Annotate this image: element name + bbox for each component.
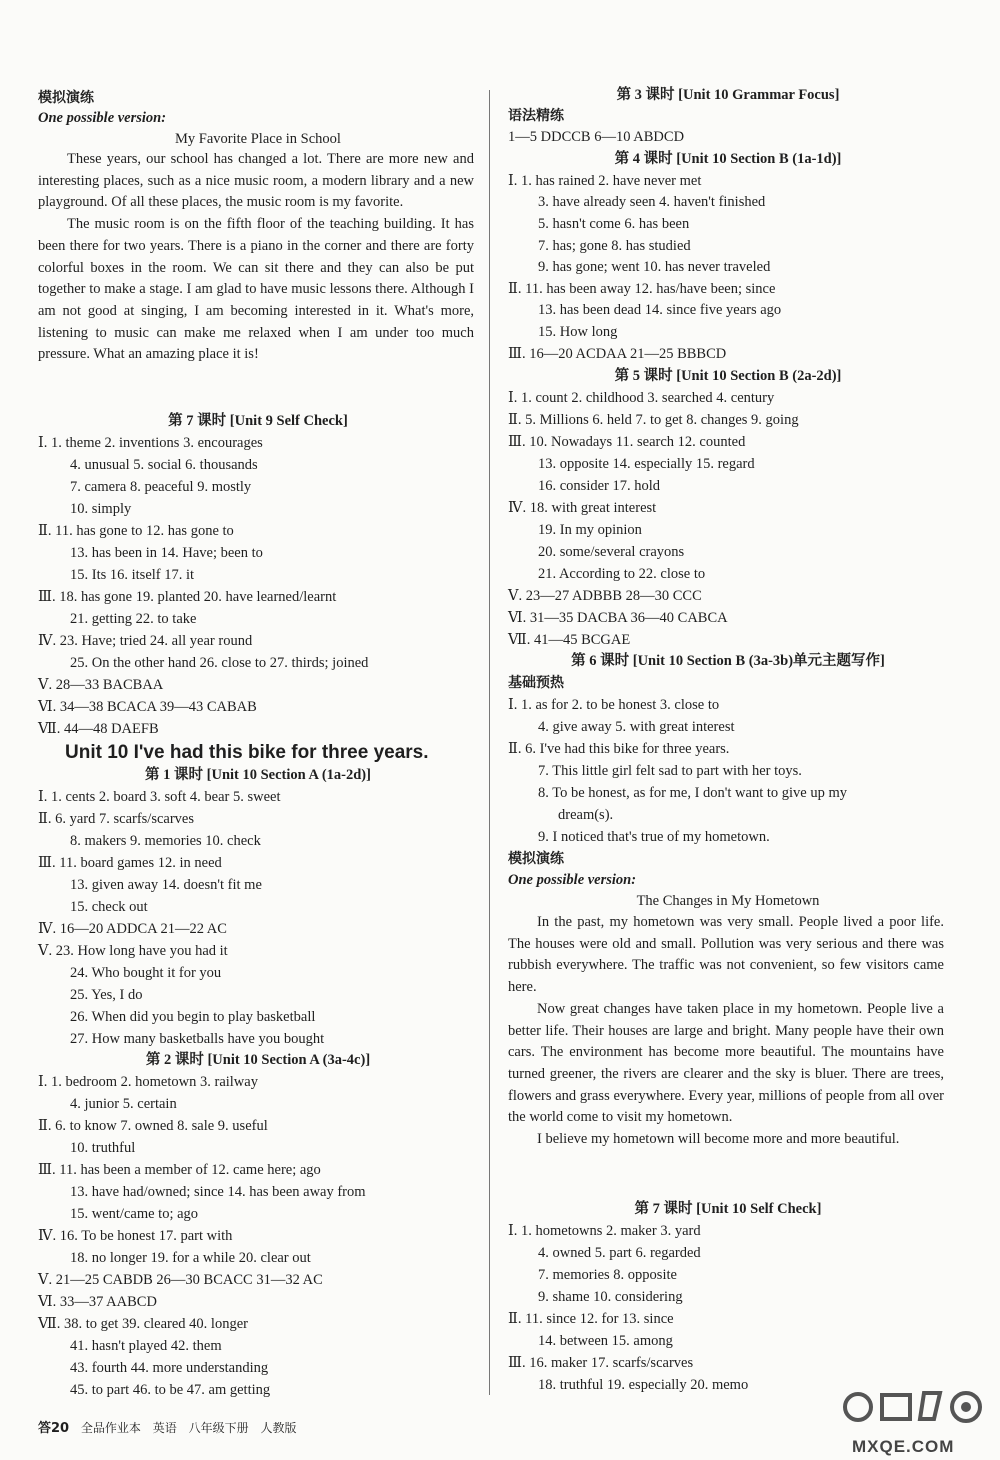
answer-line: 4. give away 5. with great interest [538,719,735,735]
lesson6-heading: 第 6 课时 [Unit 10 Section B (3a-3b)单元主题写作] [571,653,885,669]
essay-paragraph: In the past, my hometown was very small. People lived a poor life. The houses were old and small. Pollution was very serious and there was rubbish everywhere. The traffic was not convenient, so few visitors came here. [508,914,944,996]
answer-line: 7. memories 8. opposite [538,1267,677,1283]
answer-line: 25. Yes, I do [70,987,143,1003]
answer-line: 7. This little girl felt sad to part with her toys. [538,763,802,779]
answer-line: Ⅱ. 11. has gone to 12. has gone to [38,523,234,539]
essay-paragraph: The music room is on the fifth floor of the teaching building. It has been there for two years. There is a piano in the corner and there are forty colorful boxes in the room. We can sit there and they can also be put together to make a stage. I am glad to have music lessons there. Although I am not good at singing, I am becoming interested in it. What's more, listening to music can make me relaxed when I am under too much pressure. What an amazing place it is! [38,216,474,363]
grade-name: 八年级下册 [188,1421,249,1435]
watermark-text: MXQE.COM [852,1437,955,1456]
answer-line: 41. hasn't played 42. them [70,1338,222,1354]
answer-line: 26. When did you begin to play basketball [70,1009,316,1025]
answer-line: 9. has gone; went 10. has never traveled [538,259,771,275]
answer-line: Ⅲ. 18. has gone 19. planted 20. have learned/learnt [38,589,337,605]
answer-line: Ⅵ. 31—35 DACBA 36—40 CABCA [508,610,728,626]
answer-line: Ⅳ. 18. with great interest [508,500,657,516]
answer-line: Ⅲ. 16—20 ACDAA 21—25 BBBCD [508,346,727,362]
answer-line: Ⅳ. 23. Have; tried 24. all year round [38,633,253,649]
answer-line: 45. to part 46. to be 47. am getting [70,1382,271,1398]
answer-line: Ⅳ. 16. To be honest 17. part with [38,1228,233,1244]
answer-line: 21. getting 22. to take [70,611,197,627]
essay-body [508,912,944,1151]
answer-line: 15. How long [538,324,618,340]
answer-line: 20. some/several crayons [538,544,685,560]
answer-line: Ⅴ. 21—25 CABDB 26—30 BCACC 31—32 AC [38,1272,323,1288]
lesson4-heading: 第 4 课时 [Unit 10 Section B (1a-1d)] [614,151,842,167]
page-number: 答20 [38,1421,70,1436]
essay-body [38,149,474,366]
answer-line: 4. unusual 5. social 6. thousands [70,457,258,473]
answer-line: 13. given away 14. doesn't fit me [70,877,262,893]
answer-line: Ⅳ. 16—20 ADDCA 21—22 AC [38,921,227,937]
answer-line: Ⅰ. 1. bedroom 2. hometown 3. railway [38,1074,258,1090]
answer-line: 18. truthful 19. especially 20. memo [538,1377,749,1393]
answer-line: 5. hasn't come 6. has been [538,216,690,232]
answer-line: Ⅰ. 1. theme 2. inventions 3. encourages [38,435,263,451]
answer-line: Ⅴ. 23—27 ADBBB 28—30 CCC [508,588,702,604]
unit-title: Unit 10 I've had this bike for three years. [65,742,429,763]
answer-line: Ⅴ. 28—33 BACBAA [38,677,164,693]
answer-line: 13. have had/owned; since 14. has been away from [70,1184,366,1200]
grammar-label: 语法精练 [508,108,564,124]
answer-line: dream(s). [558,807,614,823]
answer-line: 15. Its 16. itself 17. it [70,567,195,583]
answer-line: Ⅵ. 34—38 BCACA 39—43 CABAB [38,699,257,715]
answer-line: 8. makers 9. memories 10. check [70,833,261,849]
answer-line: Ⅱ. 6. to know 7. owned 8. sale 9. useful [38,1118,268,1134]
answer-line: 4. junior 5. certain [70,1096,177,1112]
answer-line: 10. truthful [70,1140,136,1156]
essay-paragraph: These years, our school has changed a lot. There are more new and interesting places, such as a nice music room, a modern library and a new playground. Of all these places, the music room is my favorite. [38,151,474,211]
essay-paragraph: Now great changes have taken place in my hometown. People live a better life. Their houses are large and bright. Many people have their own cars. The environment has become more beautiful. The mountains have turned greener, the rivers are clearer and the sky is bluer. There are trees, flowers and grass everywhere. Every year, millions of people from all over the world come to visit my hometown. [508,1000,944,1126]
essay-label: One possible version: [38,110,167,126]
answer-line: 19. In my opinion [538,522,642,538]
simulation-heading: 模拟演练 [508,851,564,867]
answer-line: 9. I noticed that's true of my hometown. [538,829,770,845]
answer-line: 13. has been in 14. Have; been to [70,545,263,561]
subject-name: 英语 [152,1421,177,1435]
answer-line: Ⅱ. 11. since 12. for 13. since [508,1311,674,1327]
answer-line: 18. no longer 19. for a while 20. clear out [70,1250,311,1266]
answer-line: Ⅱ. 5. Millions 6. held 7. to get 8. changes 9. going [508,412,799,428]
column-divider [489,90,490,1395]
lesson5-heading: 第 5 课时 [Unit 10 Section B (2a-2d)] [614,368,842,384]
page-footer [38,1417,304,1436]
lesson7-heading: 第 7 课时 [Unit 9 Self Check] [168,413,348,429]
answer-line: 4. owned 5. part 6. regarded [538,1245,701,1261]
answer-line: Ⅱ. 11. has been away 12. has/have been; since [508,281,776,297]
answer-line: 9. shame 10. considering [538,1289,683,1305]
edition-name: 人教版 [260,1421,297,1435]
answer-line: 3. have already seen 4. haven't finished [538,194,766,210]
answer-line: 7. has; gone 8. has studied [538,238,691,254]
answer-line: Ⅶ. 41—45 BCGAE [508,632,631,648]
answer-line: 43. fourth 44. more understanding [70,1360,269,1376]
simulation-heading: 模拟演练 [38,90,94,106]
answer-line: 13. has been dead 14. since five years ago [538,302,782,318]
answer-line: Ⅱ. 6. yard 7. scarfs/scarves [38,811,195,827]
answer-line: Ⅵ. 33—37 AABCD [38,1294,157,1310]
essay-title: My Favorite Place in School [175,131,341,147]
answer-line: 15. went/came to; ago [70,1206,199,1222]
essay-paragraph: I believe my hometown will become more and more beautiful. [537,1131,900,1148]
answer-line: Ⅶ. 38. to get 39. cleared 40. longer [38,1316,248,1332]
answer-line: Ⅰ. 1. has rained 2. have never met [508,173,702,189]
answer-line: 21. According to 22. close to [538,566,706,582]
lesson1-heading: 第 1 课时 [Unit 10 Section A (1a-2d)] [145,767,371,783]
answer-line: 24. Who bought it for you [70,965,222,981]
lesson3-heading: 第 3 课时 [Unit 10 Grammar Focus] [616,87,840,103]
answer-line: 13. opposite 14. especially 15. regard [538,456,755,472]
answer-line: 14. between 15. among [538,1333,673,1349]
essay-title: The Changes in My Hometown [636,893,820,909]
lesson2-heading: 第 2 课时 [Unit 10 Section A (3a-4c)] [145,1052,371,1068]
answer-line: Ⅲ. 11. board games 12. in need [38,855,222,871]
answer-line: Ⅶ. 44—48 DAEFB [38,721,159,737]
answer-line: Ⅰ. 1. as for 2. to be honest 3. close to [508,697,720,713]
answer-line: Ⅲ. 11. has been a member of 12. came here; ago [38,1162,321,1178]
answer-line: Ⅲ. 10. Nowadays 11. search 12. counted [508,434,746,450]
answer-line: 27. How many basketballs have you bought [70,1031,325,1047]
answer-line: 15. check out [70,899,148,915]
answer-line: 16. consider 17. hold [538,478,661,494]
answer-line: Ⅲ. 16. maker 17. scarfs/scarves [508,1355,694,1371]
answer-line: Ⅴ. 23. How long have you had it [38,943,228,959]
answer-line: Ⅱ. 6. I've had this bike for three years. [508,741,730,757]
answer-line: Ⅰ. 1. count 2. childhood 3. searched 4. century [508,390,775,406]
essay-label: One possible version: [508,872,637,888]
answer-line: 10. simply [70,501,132,517]
answer-line: 25. On the other hand 26. close to 27. thirds; joined [70,655,369,671]
answer-line: Ⅰ. 1. cents 2. board 3. soft 4. bear 5. sweet [38,789,281,805]
answer-line: 7. camera 8. peaceful 9. mostly [70,479,252,495]
lesson7-heading: 第 7 课时 [Unit 10 Self Check] [634,1201,822,1217]
basics-label: 基础预热 [508,675,564,691]
answer-line: 8. To be honest, as for me, I don't want to give up my [538,785,848,801]
answer-line: 1—5 DDCCB 6—10 ABDCD [508,129,685,145]
book-name: 全品作业本 [80,1421,141,1435]
answer-line: Ⅰ. 1. hometowns 2. maker 3. yard [508,1223,701,1239]
